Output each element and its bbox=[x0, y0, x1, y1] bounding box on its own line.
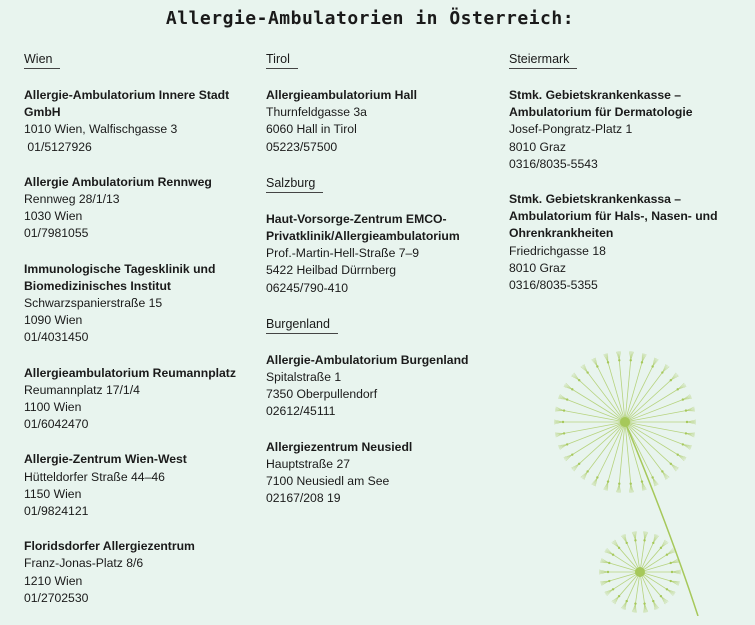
seed-tuft bbox=[596, 476, 598, 478]
clinic-name: Stmk. Gebietskrankenkassa – bbox=[509, 191, 745, 208]
seed-tuft bbox=[607, 571, 609, 573]
clinic-address: 1010 Wien, Walfischgasse 3 bbox=[24, 121, 260, 138]
clinic-name: Allergieambulatorium Hall bbox=[266, 87, 502, 104]
clinic-address: 7350 Oberpullendorf bbox=[266, 386, 502, 403]
clinic-name: Allergie Ambulatorium Rennweg bbox=[24, 174, 260, 191]
clinic-phone: 01/5127926 bbox=[24, 139, 260, 156]
column-right bbox=[509, 50, 745, 312]
seed-tuft bbox=[677, 388, 679, 390]
seed-tuft bbox=[586, 371, 588, 373]
seed-tuft bbox=[566, 443, 568, 445]
clinic-address: 8010 Graz bbox=[509, 260, 745, 277]
clinic-phone: 01/2702530 bbox=[24, 590, 260, 607]
column-middle bbox=[266, 50, 502, 525]
clinic-address: Hauptstraße 27 bbox=[266, 456, 502, 473]
clinic-entry bbox=[24, 538, 260, 607]
seed-tuft bbox=[661, 371, 663, 373]
seed-tuft bbox=[618, 595, 620, 597]
seed-tuft bbox=[651, 476, 653, 478]
clinic-address: 7100 Neusiedl am See bbox=[266, 473, 502, 490]
clinic-name: Ambulatorium für Hals-, Nasen- und bbox=[509, 208, 745, 225]
seed-tuft bbox=[685, 409, 687, 411]
region-heading: Steiermark bbox=[509, 52, 577, 69]
dandelion-stem bbox=[625, 422, 698, 616]
clinic-entry bbox=[24, 365, 260, 434]
seed-tuft bbox=[563, 409, 565, 411]
clinic-phone: 0316/8035-5543 bbox=[509, 156, 745, 173]
seed-tuft bbox=[671, 571, 673, 573]
clinic-address: 6060 Hall in Tirol bbox=[266, 121, 502, 138]
clinic-address: 1210 Wien bbox=[24, 573, 260, 590]
clinic-name: Allergieambulatorium Reumannplatz bbox=[24, 365, 260, 382]
seed-tuft bbox=[666, 588, 668, 590]
seed-tuft bbox=[651, 365, 653, 367]
seed-tuft bbox=[608, 580, 610, 582]
seed-tuft bbox=[618, 547, 620, 549]
clinic-name: Floridsdorfer Allergiezentrum bbox=[24, 538, 260, 555]
clinic-name: Haut-Vorsorge-Zentrum EMCO- bbox=[266, 211, 502, 228]
region-heading: Burgenland bbox=[266, 317, 338, 334]
clinic-entry bbox=[266, 352, 502, 421]
seed-tuft bbox=[608, 562, 610, 564]
clinic-address: Franz-Jonas-Platz 8/6 bbox=[24, 555, 260, 572]
seed-tuft bbox=[562, 421, 564, 423]
seed-tuft bbox=[566, 398, 568, 400]
clinic-phone: 02612/45111 bbox=[266, 403, 502, 420]
clinic-name: Allergie-Ambulatorium Burgenland bbox=[266, 352, 502, 369]
seed-line bbox=[625, 380, 671, 422]
seed-tuft bbox=[578, 463, 580, 465]
clinic-address: 1030 Wien bbox=[24, 208, 260, 225]
seed-tuft bbox=[626, 600, 628, 602]
clinic-name: Allergie-Ambulatorium Innere Stadt bbox=[24, 87, 260, 104]
seed-tuft bbox=[682, 443, 684, 445]
clinic-name: Privatklinik/Allergieambulatorium bbox=[266, 228, 502, 245]
clinic-phone: 06245/790-410 bbox=[266, 280, 502, 297]
seed-tuft bbox=[641, 361, 643, 363]
clinic-address: 1150 Wien bbox=[24, 486, 260, 503]
seed-tuft bbox=[634, 539, 636, 541]
clinic-address: Hütteldorfer Straße 44–46 bbox=[24, 469, 260, 486]
region-heading: Wien bbox=[24, 52, 60, 69]
seed-tuft bbox=[635, 567, 645, 577]
seed-tuft bbox=[677, 453, 679, 455]
seed-tuft bbox=[634, 602, 636, 604]
clinic-entry bbox=[509, 191, 745, 294]
page-title: Allergie-Ambulatorien in Österreich: bbox=[0, 8, 740, 29]
seed-tuft bbox=[670, 379, 672, 381]
clinic-entry bbox=[509, 87, 745, 173]
clinic-address: Reumannplatz 17/1/4 bbox=[24, 382, 260, 399]
seed-tuft bbox=[612, 588, 614, 590]
clinic-phone: 0316/8035-5355 bbox=[509, 277, 745, 294]
seed-tuft bbox=[670, 463, 672, 465]
clinic-entry bbox=[24, 174, 260, 243]
clinic-address: Spitalstraße 1 bbox=[266, 369, 502, 386]
seed-tuft bbox=[652, 542, 654, 544]
seed-tuft bbox=[686, 421, 688, 423]
clinic-entry bbox=[266, 87, 502, 156]
seed-tuft bbox=[643, 602, 645, 604]
seed-tuft bbox=[618, 483, 620, 485]
seed-tuft bbox=[660, 595, 662, 597]
seed-tuft bbox=[652, 600, 654, 602]
seed-tuft bbox=[607, 361, 609, 363]
clinic-phone: 01/4031450 bbox=[24, 329, 260, 346]
seed-tuft bbox=[660, 547, 662, 549]
clinic-name: GmbH bbox=[24, 104, 260, 121]
clinic-name: Immunologische Tagesklinik und bbox=[24, 261, 260, 278]
seed-tuft bbox=[641, 480, 643, 482]
clinic-entry bbox=[24, 451, 260, 520]
clinic-phone: 02167/208 19 bbox=[266, 490, 502, 507]
clinic-entry bbox=[266, 439, 502, 508]
clinic-address: Josef-Pongratz-Platz 1 bbox=[509, 121, 745, 138]
seed-tuft bbox=[586, 470, 588, 472]
seed-tuft bbox=[612, 553, 614, 555]
dandelion-illustration bbox=[530, 330, 755, 616]
seed-tuft bbox=[630, 359, 632, 361]
clinic-address: Thurnfeldgasse 3a bbox=[266, 104, 502, 121]
seed-line bbox=[579, 422, 625, 464]
seed-tuft bbox=[596, 365, 598, 367]
clinic-phone: 05223/57500 bbox=[266, 139, 502, 156]
seed-tuft bbox=[666, 553, 668, 555]
clinic-phone: 01/6042470 bbox=[24, 416, 260, 433]
clinic-address: Friedrichgasse 18 bbox=[509, 243, 745, 260]
seed-tuft bbox=[578, 379, 580, 381]
clinic-address: 8010 Graz bbox=[509, 139, 745, 156]
clinic-name: Allergiezentrum Neusiedl bbox=[266, 439, 502, 456]
clinic-phone: 01/9824121 bbox=[24, 503, 260, 520]
seed-tuft bbox=[670, 580, 672, 582]
region-heading: Tirol bbox=[266, 52, 298, 69]
clinic-address: Rennweg 28/1/13 bbox=[24, 191, 260, 208]
seed-tuft bbox=[571, 388, 573, 390]
clinic-address: 1090 Wien bbox=[24, 312, 260, 329]
seed-tuft bbox=[630, 483, 632, 485]
seed-tuft bbox=[563, 432, 565, 434]
clinic-name: Stmk. Gebietskrankenkasse – bbox=[509, 87, 745, 104]
seed-line bbox=[625, 422, 671, 464]
clinic-entry bbox=[24, 261, 260, 347]
seed-line bbox=[579, 380, 625, 422]
seed-tuft bbox=[607, 480, 609, 482]
seed-tuft bbox=[643, 539, 645, 541]
seed-tuft bbox=[682, 398, 684, 400]
region-heading: Salzburg bbox=[266, 176, 323, 193]
seed-tuft bbox=[685, 432, 687, 434]
clinic-name: Ambulatorium für Dermatologie bbox=[509, 104, 745, 121]
clinic-address: 1100 Wien bbox=[24, 399, 260, 416]
clinic-phone: 01/7981055 bbox=[24, 225, 260, 242]
clinic-name: Ohrenkrankheiten bbox=[509, 225, 745, 242]
seed-tuft bbox=[661, 470, 663, 472]
clinic-address: Prof.-Martin-Hell-Straße 7–9 bbox=[266, 245, 502, 262]
column-left bbox=[24, 50, 260, 625]
clinic-entry bbox=[24, 87, 260, 156]
clinic-entry bbox=[266, 211, 502, 297]
clinic-address: 5422 Heilbad Dürrnberg bbox=[266, 262, 502, 279]
seed-tuft bbox=[670, 562, 672, 564]
seed-tuft bbox=[618, 359, 620, 361]
clinic-name: Biomedizinisches Institut bbox=[24, 278, 260, 295]
clinic-address: Schwarzspanierstraße 15 bbox=[24, 295, 260, 312]
seed-tuft bbox=[571, 453, 573, 455]
clinic-name: Allergie-Zentrum Wien-West bbox=[24, 451, 260, 468]
seed-tuft bbox=[626, 542, 628, 544]
